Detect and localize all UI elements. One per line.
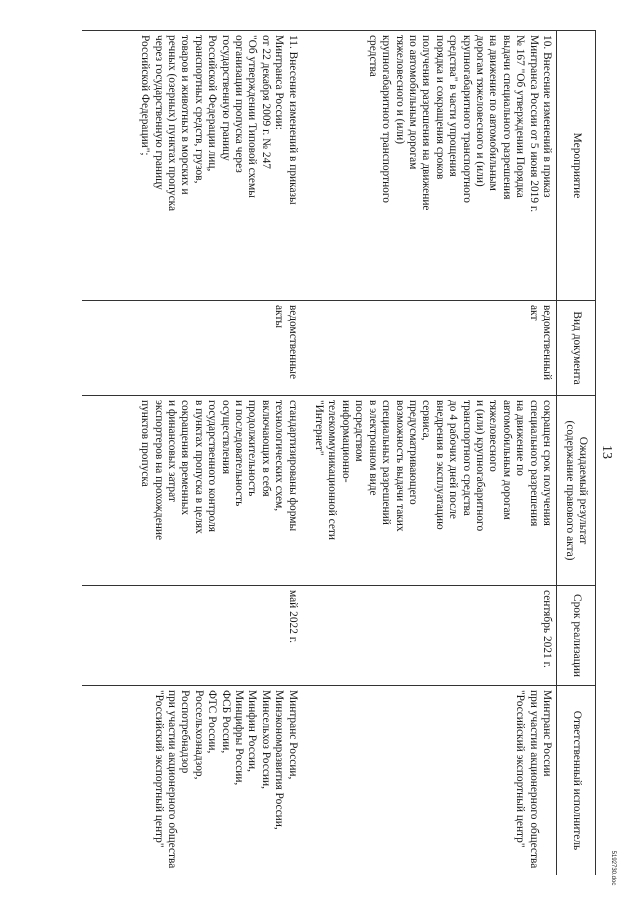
cell-activity: 11. Внесение изменений в приказы Минтранса России: от 22 декабря 2009 г. № 247 "Об утверждении Типовой схемы организации пропуска через государственную границу Российской Федерации лиц, транспортных средств, грузов, товаров и животных в морских и речных (озерных) пунктах пропуска через государственную границу Российской Федерации"; [82,31,309,301]
table-row [309,31,557,876]
cell-activity: 10. Внесение изменений в приказ Минтранса России от 5 июня 2019 г. № 167 "Об утверждении Порядка выдачи специального разрешения на движение по автомобильным дорогам тяжеловесного и (или) крупногабаритного транспортного средства" в части упрощения порядка и сокращения сроков получения разрешения на движение по автомобильным дорогам тяжеловесного и (или) крупногабаритного транспортного средства [309,31,557,301]
cell-responsible: Минтранс России, Минэкономразвития России, Минсельхоз России, Минфин России, Минцифры России, ФСБ России, ФТС России, Россельхознадзор, Роспотребнадзор при участии акционерного общества "Российский экспортный центр" [82,686,309,876]
table-row [82,31,309,876]
cell-responsible: Минтранс России при участии акционерного общества "Российский экспортный центр" [309,686,557,876]
document-page [82,30,596,875]
cell-doc-type: ведомственные акты [82,301,309,396]
cell-expected-result: стандартизированы формы технологических схем, включающих в себя продолжительность и последовательность осуществления государственного контроля в пунктах пропуска в целях сокращения временных и финансовых затрат экспортеров на прохождение пунктов пропуска [82,396,309,586]
header-expected-result: Ожидаемый результат (содержание правового акта) [557,396,596,586]
footer-document-code: 5192730.doc [610,850,616,886]
cell-deadline: сентябрь 2021 г. [309,586,557,686]
header-activity: Мероприятие [557,31,596,301]
page-number: 13 [599,445,614,459]
header-doc-type: Вид документа [557,301,596,396]
table-header-row [557,31,596,876]
measures-table [82,30,596,875]
header-deadline: Срок реализации [557,586,596,686]
header-responsible: Ответственный исполнитель [557,686,596,876]
cell-deadline: май 2022 г. [82,586,309,686]
rotated-table-container [82,30,596,875]
cell-doc-type: ведомственный акт [309,301,557,396]
cell-expected-result: сокращен срок получения специального разрешения на движение по автомобильным дорогам тяжеловесного и (или) крупногабаритного транспортного средства до 4 рабочих дней после внедрения в эксплуатацию сервиса, предусматривающего возможность выдачи таких специальных разрешений в электронном виде посредством информационно- телекоммуникационной сети "Интернет" [309,396,557,586]
